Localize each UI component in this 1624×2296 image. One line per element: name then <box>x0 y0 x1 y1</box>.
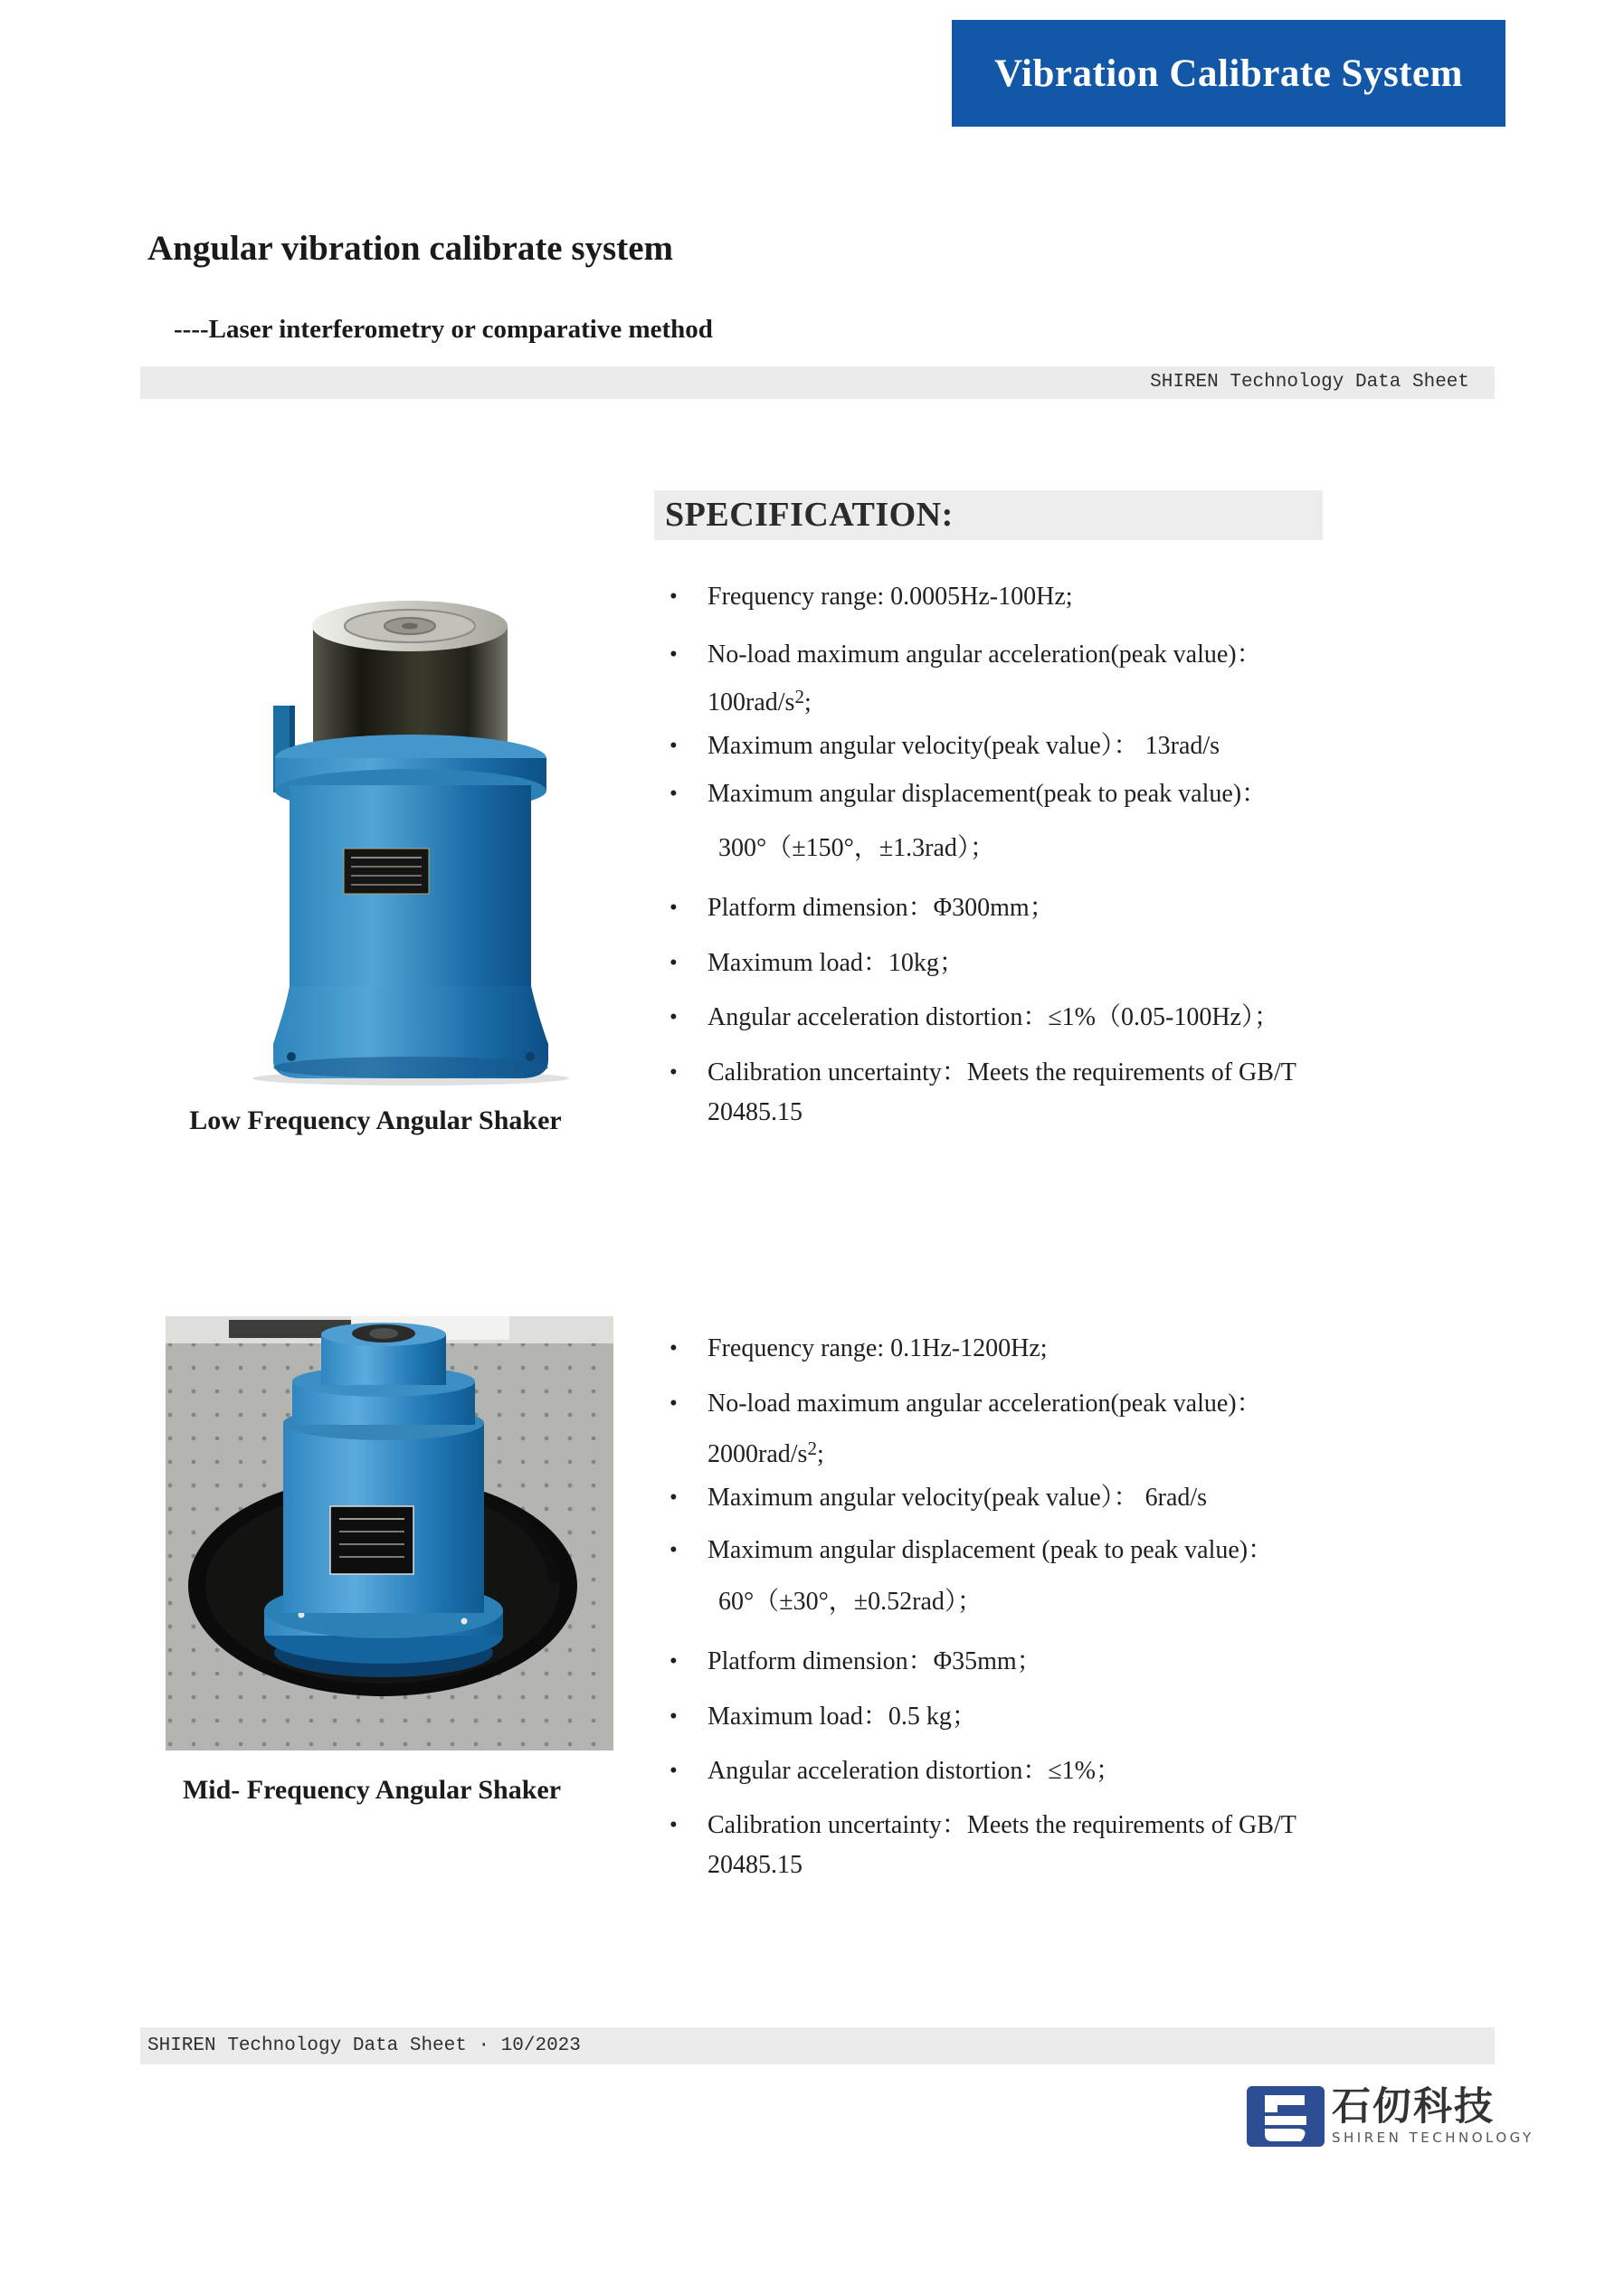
spec-line <box>668 675 1509 715</box>
bullet-marker: • <box>670 1336 678 1361</box>
spec-line <box>668 829 1509 868</box>
bullet-marker: • <box>670 1649 678 1674</box>
spec-line <box>668 1384 1509 1424</box>
footer-text: SHIREN Technology Data Sheet · 10/2023 <box>147 2035 581 2056</box>
bullet-marker: • <box>670 584 678 609</box>
bullet-marker: • <box>670 1813 678 1837</box>
spec-line <box>668 1697 1509 1737</box>
spec-line-text: No-load maximum angular acceleration(peak value)： <box>708 640 1262 669</box>
footer-strip <box>140 2027 1495 2064</box>
spec-line <box>668 1093 1509 1133</box>
spec-line-text: 60°（±30°，±0.52rad）； <box>718 1588 983 1616</box>
page-subtitle: ----Laser interferometry or comparative method <box>174 315 713 344</box>
bullet-marker: • <box>670 782 678 806</box>
datasheet-strip <box>140 366 1495 399</box>
specification-heading <box>654 490 1323 540</box>
logo-cn-text: 石仞科技 <box>1332 2084 1495 2130</box>
spec-line-text: Maximum angular velocity(peak value）： 13rad/s <box>708 732 1220 760</box>
spec-line-text: Platform dimension：Φ300mm； <box>708 894 1055 922</box>
mid-frequency-shaker-illustration <box>166 1316 613 1750</box>
bullet-marker: • <box>670 1704 678 1729</box>
spec-line-text: Maximum angular displacement (peak to peak value)： <box>708 1536 1274 1564</box>
spec-line-text: Angular acceleration distortion：≤1%； <box>708 1757 1122 1785</box>
product-photo-mid-frequency-shaker <box>166 1316 613 1750</box>
spec-line <box>668 726 1509 766</box>
spec-line-text: Platform dimension：Φ35mm； <box>708 1647 1042 1675</box>
bullet-marker: • <box>670 1759 678 1783</box>
bullet-marker: • <box>670 1485 678 1510</box>
logo-en-text: SHIREN TECHNOLOGY <box>1332 2130 1534 2146</box>
shiren-logo-icon <box>1247 2086 1325 2147</box>
spec-line <box>668 1751 1509 1791</box>
bullet-marker: • <box>670 1005 678 1029</box>
company-logo <box>1247 2086 1534 2147</box>
spec-line-text: $100rad/s^2$; <box>708 686 812 717</box>
bullet-marker: • <box>670 951 678 975</box>
bullet-marker: • <box>670 1391 678 1416</box>
banner-title: Vibration Calibrate System <box>994 52 1463 95</box>
spec-line <box>668 577 1509 617</box>
low-frequency-shaker-illustration <box>163 579 633 1086</box>
spec-line <box>668 1531 1509 1570</box>
spec-line <box>668 1845 1509 1885</box>
spec-list-low-frequency <box>668 577 1509 1133</box>
spec-line <box>668 998 1509 1038</box>
page-title: Angular vibration calibrate system <box>147 229 674 268</box>
banner <box>952 20 1505 127</box>
spec-line-text: Frequency range: 0.1Hz-1200Hz; <box>708 1334 1048 1362</box>
caption-low-frequency-shaker: Low Frequency Angular Shaker <box>189 1105 562 1135</box>
spec-line <box>668 1806 1509 1845</box>
spec-line <box>668 635 1509 675</box>
datasheet-strip-label: SHIREN Technology Data Sheet <box>1150 372 1469 393</box>
spec-line <box>668 888 1509 928</box>
bullet-marker: • <box>670 642 678 667</box>
spec-line <box>668 774 1509 814</box>
spec-line <box>668 944 1509 983</box>
spec-line-text: Frequency range: 0.0005Hz-100Hz; <box>708 583 1073 611</box>
spec-line-text: Calibration uncertainty：Meets the requirements of GB/T <box>708 1058 1296 1086</box>
spec-line-text: Calibration uncertainty：Meets the requirements of GB/T <box>708 1811 1296 1839</box>
spec-line-text: Maximum angular displacement(peak to peak value)： <box>708 780 1268 808</box>
spec-line <box>668 1478 1509 1518</box>
spec-line-text: 300°（±150°，±1.3rad）； <box>718 834 995 862</box>
bullet-marker: • <box>670 896 678 920</box>
bullet-marker: • <box>670 1060 678 1085</box>
spec-line <box>668 1427 1509 1469</box>
bullet-marker: • <box>670 1538 678 1562</box>
spec-line-text: Maximum load：10kg； <box>708 949 964 977</box>
spec-list-mid-frequency <box>668 1329 1509 1885</box>
spec-line-text: 20485.15 <box>708 1851 803 1879</box>
spec-line-text: No-load maximum angular acceleration(peak value)： <box>708 1390 1262 1418</box>
product-photo-low-frequency-shaker <box>163 579 633 1086</box>
spec-line-text: Maximum angular velocity(peak value）： 6rad/s <box>708 1484 1208 1512</box>
spec-line <box>668 1582 1509 1622</box>
spec-line-text: Angular acceleration distortion：≤1%（0.05-100Hz）； <box>708 1003 1279 1031</box>
bullet-marker: • <box>670 734 678 758</box>
spec-line <box>668 1642 1509 1682</box>
caption-mid-frequency-shaker: Mid- Frequency Angular Shaker <box>182 1775 562 1805</box>
spec-line-text: $2000rad/s^2$; <box>708 1437 824 1469</box>
specification-heading-text: SPECIFICATION: <box>665 496 954 534</box>
spec-line <box>668 1329 1509 1369</box>
spec-line-text: 20485.15 <box>708 1098 803 1126</box>
spec-line-text: Maximum load：0.5 kg； <box>708 1703 977 1731</box>
spec-line <box>668 1053 1509 1093</box>
